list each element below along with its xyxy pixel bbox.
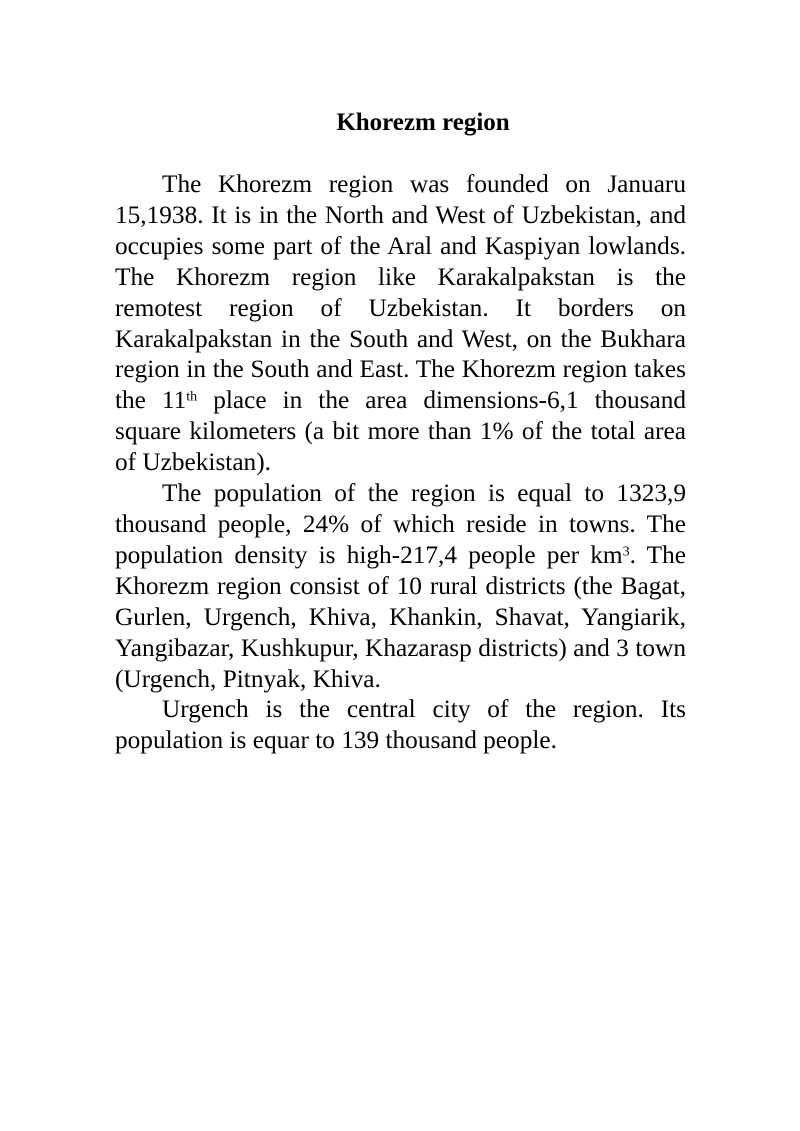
paragraph-population-text: The population of the region is equal to 1323,9 thousand people, 24% of which reside in towns. The population density is high-217,4 people per km <box>115 479 686 569</box>
document-body <box>115 169 686 756</box>
paragraph-founding <box>115 169 686 478</box>
paragraph-founding-text-continued: place in the area dimensions-6,1 thousand square kilometers (a bit more than 1% of the total area of Uzbekistan). <box>115 386 686 477</box>
paragraph-urgench <box>115 694 686 756</box>
paragraph-urgench-text: Urgench is the central city of the region. Its population is equar to 139 thousand people. <box>115 695 686 755</box>
paragraph-population-text-continued: . The Khorezm region consist of 10 rural districts (the Bagat, Gurlen, Urgench, Khiva, Khankin, Shavat, Yangiarik, Yangibazar, Kushkupur, Khazarasp districts) and 3 town (Urgench, Pitnyak, Khiva. <box>115 540 687 693</box>
document-title: Khorezm region <box>336 109 510 136</box>
ordinal-suffix: th <box>186 389 198 405</box>
paragraph-founding-text: The Khorezm region was founded on Januaru 15,1938. It is in the North and West of Uzbekistan, and occupies some part of the Aral and Kaspiyan lowlands. The Khorezm region like Karakalpakstan is the remotest region of Uzbekistan. It borders on Karakalpakstan in the South and West, on the Bukhara region in the South and East. The Khorezm region takes the 11 <box>115 170 686 415</box>
paragraph-population <box>115 478 686 694</box>
unit-exponent: 3 <box>622 544 630 560</box>
